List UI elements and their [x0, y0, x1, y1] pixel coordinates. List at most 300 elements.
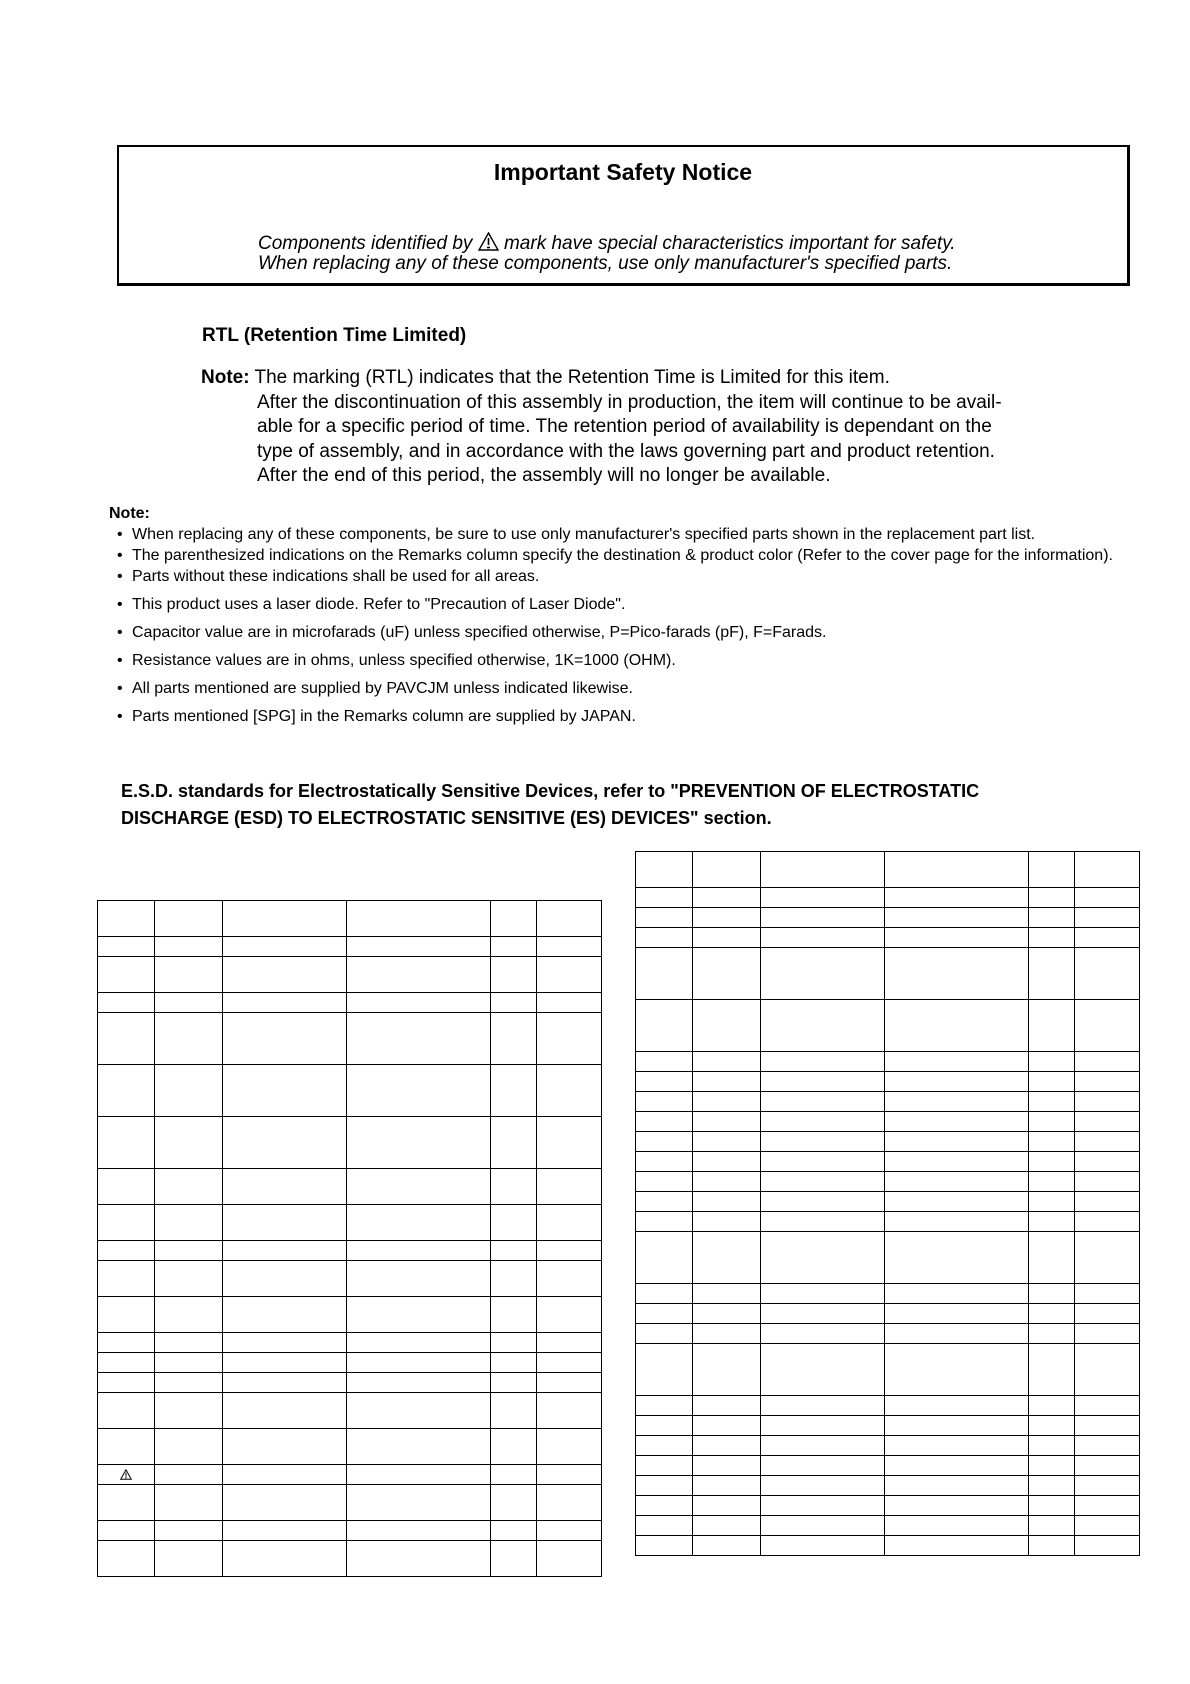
table-cell: [537, 1393, 602, 1429]
table-row: [636, 1496, 1140, 1516]
table-cell: [537, 1333, 602, 1353]
safety-notice-box: [117, 145, 1130, 286]
table-row: [98, 1169, 602, 1205]
esd-notice: [121, 778, 979, 832]
table-row: [636, 1416, 1140, 1436]
table-cell: [693, 1112, 761, 1132]
table-row: [98, 1429, 602, 1465]
table-cell: [1075, 1172, 1140, 1192]
table-row: [636, 1344, 1140, 1396]
table-cell: [223, 957, 347, 993]
warning-triangle-icon: [478, 232, 499, 251]
table-cell: [347, 1065, 491, 1117]
table-cell: [636, 908, 693, 928]
table-cell: [693, 1456, 761, 1476]
table-cell: [491, 1393, 537, 1429]
table-row: [636, 1000, 1140, 1052]
table-cell: [1029, 1416, 1075, 1436]
table-row: [98, 1241, 602, 1261]
table-cell: [537, 1261, 602, 1297]
table-cell: [347, 1541, 491, 1577]
table-row: [98, 957, 602, 993]
table-cell: [491, 1353, 537, 1373]
note-item: • When replacing any of these components, be sure to use only manufacturer's specified parts shown in the replacement part list.: [117, 524, 1135, 545]
table-row: [98, 1485, 602, 1521]
table-cell: [347, 1373, 491, 1393]
table-cell: [1075, 948, 1140, 1000]
note-item: • Parts without these indications shall be used for all areas.: [117, 566, 1135, 587]
table-row: [636, 1536, 1140, 1556]
safety-notice-line1-start: Components identified by: [258, 233, 473, 254]
table-cell: [1075, 1324, 1140, 1344]
table-cell: [693, 1152, 761, 1172]
table-cell: [537, 1429, 602, 1465]
table-cell: [636, 1192, 693, 1212]
table-cell: [885, 1304, 1029, 1324]
table-cell: [885, 1396, 1029, 1416]
table-cell: [1029, 1304, 1075, 1324]
table-cell: [155, 1333, 223, 1353]
table-cell: [223, 1521, 347, 1541]
table-cell: [491, 957, 537, 993]
table-cell: [693, 1132, 761, 1152]
table-cell: [885, 852, 1029, 888]
table-row: [98, 1333, 602, 1353]
table-cell: [885, 1112, 1029, 1132]
table-row: [636, 1436, 1140, 1456]
table-row: [636, 1152, 1140, 1172]
table-cell: [223, 1333, 347, 1353]
table-cell: [693, 1344, 761, 1396]
table-cell: [537, 993, 602, 1013]
table-cell: [693, 1000, 761, 1052]
table-cell: [693, 1476, 761, 1496]
table-cell: [1029, 1476, 1075, 1496]
table-cell: [347, 1013, 491, 1065]
table-cell: [491, 1373, 537, 1393]
table-cell: [761, 1192, 885, 1212]
table-row: [636, 1092, 1140, 1112]
table-cell: [491, 1169, 537, 1205]
table-cell: [1075, 852, 1140, 888]
table-cell: [636, 1172, 693, 1192]
safety-notice-line1-end: mark have special characteristics important for safety.: [503, 233, 956, 254]
table-cell: [761, 1476, 885, 1496]
note-item: • Parts mentioned [SPG] in the Remarks column are supplied by JAPAN.: [117, 706, 1135, 727]
table-cell: [636, 1396, 693, 1416]
table-cell: [98, 1541, 155, 1577]
table-cell: [761, 1112, 885, 1132]
table-cell: [885, 1232, 1029, 1284]
table-cell: [491, 1521, 537, 1541]
table-cell: [636, 1212, 693, 1232]
table-cell: [761, 1344, 885, 1396]
table-row: [98, 1297, 602, 1333]
table-cell: [761, 1000, 885, 1052]
table-cell: [347, 1333, 491, 1353]
table-cell: [491, 1205, 537, 1241]
table-cell: [98, 1297, 155, 1333]
table-cell: [98, 901, 155, 937]
table-row: [636, 1072, 1140, 1092]
table-cell: [223, 1205, 347, 1241]
table-cell: [347, 1521, 491, 1541]
table-cell: [761, 908, 885, 928]
table-cell: [223, 1241, 347, 1261]
table-cell: [223, 937, 347, 957]
table-cell: [693, 1172, 761, 1192]
table-cell: [155, 1205, 223, 1241]
esd-line: DISCHARGE (ESD) TO ELECTROSTATIC SENSITIVE (ES) DEVICES" section.: [121, 808, 772, 828]
table-row: [636, 1212, 1140, 1232]
table-cell: [98, 1393, 155, 1429]
table-row: [98, 1261, 602, 1297]
table-cell: [636, 1304, 693, 1324]
rtl-note-line: able for a specific period of time. The retention period of availability is dependant on the: [257, 416, 992, 437]
table-cell: [693, 948, 761, 1000]
table-cell: [223, 993, 347, 1013]
table-cell: [1075, 1476, 1140, 1496]
table-cell: [98, 1485, 155, 1521]
table-cell: [1029, 1000, 1075, 1052]
table-cell: [98, 1521, 155, 1541]
table-cell: [491, 1485, 537, 1521]
notes-list: [117, 524, 1135, 727]
table-cell: [693, 908, 761, 928]
table-row: [636, 1172, 1140, 1192]
table-row: [636, 1284, 1140, 1304]
table-cell: [98, 1169, 155, 1205]
table-cell: [885, 1152, 1029, 1172]
table-cell: [885, 1496, 1029, 1516]
table-cell: [98, 993, 155, 1013]
table-cell: [1029, 888, 1075, 908]
table-cell: [636, 1072, 693, 1092]
table-row: [98, 1373, 602, 1393]
table-cell: [1029, 928, 1075, 948]
table-cell: [761, 1396, 885, 1416]
table-cell: [761, 1324, 885, 1344]
table-cell: [761, 1132, 885, 1152]
table-cell: [347, 1205, 491, 1241]
table-cell: [1075, 1212, 1140, 1232]
table-cell: [885, 1344, 1029, 1396]
table-cell: [537, 1541, 602, 1577]
table-cell: [347, 901, 491, 937]
warning-triangle-icon: [120, 1469, 132, 1480]
table-cell: [1075, 1192, 1140, 1212]
table-cell: [155, 1013, 223, 1065]
table-cell: [1075, 1416, 1140, 1436]
table-cell: [1029, 1436, 1075, 1456]
table-cell: [885, 928, 1029, 948]
table-cell: [347, 1429, 491, 1465]
table-cell: [761, 1172, 885, 1192]
table-row: [636, 948, 1140, 1000]
table-cell: [1029, 1192, 1075, 1212]
table-cell: [347, 1393, 491, 1429]
table-row: [98, 901, 602, 937]
table-cell: [761, 1536, 885, 1556]
parts-table-left: [97, 900, 602, 1577]
table-cell: [223, 1465, 347, 1485]
table-cell: [1075, 1284, 1140, 1304]
table-cell: [223, 901, 347, 937]
table-cell: [761, 888, 885, 908]
table-cell: [885, 1072, 1029, 1092]
table-row: [636, 1516, 1140, 1536]
table-cell: [491, 993, 537, 1013]
table-cell: [693, 1284, 761, 1304]
rtl-note-label: Note:: [201, 367, 250, 388]
table-cell: [537, 1013, 602, 1065]
table-cell: [491, 901, 537, 937]
table-cell: [155, 1393, 223, 1429]
table-cell: [223, 1393, 347, 1429]
table-cell: [885, 1092, 1029, 1112]
table-cell: [347, 957, 491, 993]
table-cell: [347, 1353, 491, 1373]
table-row: [98, 1065, 602, 1117]
table-cell: [1075, 928, 1140, 948]
table-cell: [885, 1416, 1029, 1436]
table-cell: [1029, 1072, 1075, 1092]
rtl-title: RTL (Retention Time Limited): [202, 325, 467, 346]
table-cell: [537, 1117, 602, 1169]
table-cell: [636, 928, 693, 948]
table-cell: [537, 1241, 602, 1261]
table-cell: [1075, 1092, 1140, 1112]
table-cell: [491, 1261, 537, 1297]
table-row: [636, 1304, 1140, 1324]
table-row: [98, 1393, 602, 1429]
table-cell: [693, 852, 761, 888]
table-row: [98, 1465, 602, 1485]
table-cell: [1029, 1212, 1075, 1232]
table-cell: [693, 1092, 761, 1112]
table-cell: [98, 1261, 155, 1297]
table-cell: [155, 1353, 223, 1373]
rtl-note-line: type of assembly, and in accordance with the laws governing part and product retention.: [257, 440, 995, 462]
table-cell: [885, 1284, 1029, 1304]
table-cell: [1029, 1132, 1075, 1152]
table-cell: [155, 1261, 223, 1297]
table-cell: [636, 1496, 693, 1516]
table-cell: [761, 928, 885, 948]
table-row: [636, 1052, 1140, 1072]
table-cell: [761, 1052, 885, 1072]
table-cell: [537, 1353, 602, 1373]
table-cell: [1029, 852, 1075, 888]
table-cell: [693, 1304, 761, 1324]
table-cell: [347, 1485, 491, 1521]
rtl-note-line: After the end of this period, the assembly will no longer be available.: [257, 465, 831, 486]
table-cell: [693, 1536, 761, 1556]
table-cell: [155, 1485, 223, 1521]
table-row: [636, 928, 1140, 948]
table-cell: [693, 1052, 761, 1072]
table-cell: [155, 1541, 223, 1577]
table-cell: [1075, 1344, 1140, 1396]
table-cell: [98, 1373, 155, 1393]
table-cell: [761, 1516, 885, 1536]
table-cell: [155, 937, 223, 957]
table-cell: [155, 1297, 223, 1333]
table-cell: [1029, 908, 1075, 928]
table-cell: [223, 1117, 347, 1169]
table-cell: [98, 1117, 155, 1169]
table-cell: [1075, 1232, 1140, 1284]
table-cell: [1029, 1496, 1075, 1516]
table-cell: [223, 1013, 347, 1065]
table-cell: [537, 1465, 602, 1485]
table-cell: [636, 1052, 693, 1072]
table-cell: [693, 1072, 761, 1092]
table-cell: [693, 1516, 761, 1536]
table-cell: [885, 1192, 1029, 1212]
table-cell: [636, 1344, 693, 1396]
table-cell: [155, 901, 223, 937]
table-cell: [1075, 1072, 1140, 1092]
table-cell: [537, 1521, 602, 1541]
table-cell: [1075, 1152, 1140, 1172]
table-cell: [885, 908, 1029, 928]
table-cell: [98, 957, 155, 993]
table-cell: [761, 1284, 885, 1304]
table-cell: [155, 1521, 223, 1541]
table-cell: [537, 937, 602, 957]
table-row: [636, 1396, 1140, 1416]
table-cell: [347, 1465, 491, 1485]
table-cell: [761, 1092, 885, 1112]
table-cell: [693, 1496, 761, 1516]
table-cell: [98, 1065, 155, 1117]
table-cell: [885, 1212, 1029, 1232]
table-row: [98, 1541, 602, 1577]
table-cell: [1075, 1536, 1140, 1556]
table-row: [636, 1476, 1140, 1496]
table-cell: [761, 948, 885, 1000]
table-cell: [1029, 1232, 1075, 1284]
table-cell: [347, 1297, 491, 1333]
table-cell: [761, 1416, 885, 1436]
table-cell: [491, 937, 537, 957]
table-row: [636, 908, 1140, 928]
table-cell: [347, 1169, 491, 1205]
table-cell: [885, 1052, 1029, 1072]
table-cell: [537, 901, 602, 937]
table-cell: [98, 1353, 155, 1373]
table-cell: [223, 1373, 347, 1393]
note-item: • Resistance values are in ohms, unless specified otherwise, 1K=1000 (OHM).: [117, 650, 1135, 671]
table-cell: [636, 888, 693, 908]
table-cell: [693, 1192, 761, 1212]
table-cell: [347, 1241, 491, 1261]
table-cell: [693, 888, 761, 908]
safety-notice-text: [258, 232, 956, 274]
table-cell: [1029, 1092, 1075, 1112]
table-cell: [1075, 1396, 1140, 1416]
table-cell: [636, 1456, 693, 1476]
table-cell: [636, 1536, 693, 1556]
table-cell: [693, 1416, 761, 1436]
table-cell: [636, 1324, 693, 1344]
table-cell: [1075, 1052, 1140, 1072]
table-cell: [537, 1065, 602, 1117]
table-cell: [491, 1465, 537, 1485]
table-cell: [885, 1476, 1029, 1496]
table-cell: [636, 1092, 693, 1112]
table-cell: [223, 1261, 347, 1297]
table-cell: [636, 1516, 693, 1536]
table-cell: [155, 1465, 223, 1485]
table-cell: [98, 1013, 155, 1065]
table-row: [636, 1232, 1140, 1284]
table-cell: [347, 993, 491, 1013]
table-row: [636, 1324, 1140, 1344]
rtl-note-line: The marking (RTL) indicates that the Retention Time is Limited for this item.: [254, 367, 890, 388]
table-cell: [693, 1396, 761, 1416]
table-cell: [491, 1241, 537, 1261]
table-cell: [1075, 888, 1140, 908]
table-row: [636, 1132, 1140, 1152]
table-row: [98, 1521, 602, 1541]
table-cell: [761, 1232, 885, 1284]
table-cell: [636, 1476, 693, 1496]
table-row: [636, 1456, 1140, 1476]
table-cell: [1029, 1052, 1075, 1072]
table-cell: [155, 957, 223, 993]
table-cell: [761, 1436, 885, 1456]
table-cell: [491, 1541, 537, 1577]
table-cell: [491, 1117, 537, 1169]
table-cell: [223, 1169, 347, 1205]
table-cell: [491, 1013, 537, 1065]
table-cell: [761, 1152, 885, 1172]
table-cell: [636, 852, 693, 888]
table-cell: [885, 1132, 1029, 1152]
table-cell: [1075, 1436, 1140, 1456]
table-cell: [693, 1436, 761, 1456]
table-cell: [155, 1241, 223, 1261]
table-row: [636, 1112, 1140, 1132]
notes-heading: Note:: [109, 505, 150, 522]
table-cell: [636, 1132, 693, 1152]
note-item: • This product uses a laser diode. Refer to "Precaution of Laser Diode".: [117, 594, 1135, 615]
table-cell: [761, 1072, 885, 1092]
table-row: [636, 852, 1140, 888]
table-cell: [1075, 1132, 1140, 1152]
table-cell: [347, 1117, 491, 1169]
table-cell: [98, 937, 155, 957]
table-row: [636, 1192, 1140, 1212]
table-cell: [537, 957, 602, 993]
table-cell: [537, 1297, 602, 1333]
table-cell: [1075, 1516, 1140, 1536]
table-cell: [1029, 1536, 1075, 1556]
table-cell: [1075, 1112, 1140, 1132]
table-cell: [537, 1373, 602, 1393]
table-cell: [491, 1429, 537, 1465]
table-cell: [693, 928, 761, 948]
table-cell: [761, 1304, 885, 1324]
table-cell: [761, 1496, 885, 1516]
table-cell: [491, 1333, 537, 1353]
table-cell: [223, 1541, 347, 1577]
table-cell: [1075, 908, 1140, 928]
table-cell: [885, 1516, 1029, 1536]
table-row: [98, 993, 602, 1013]
